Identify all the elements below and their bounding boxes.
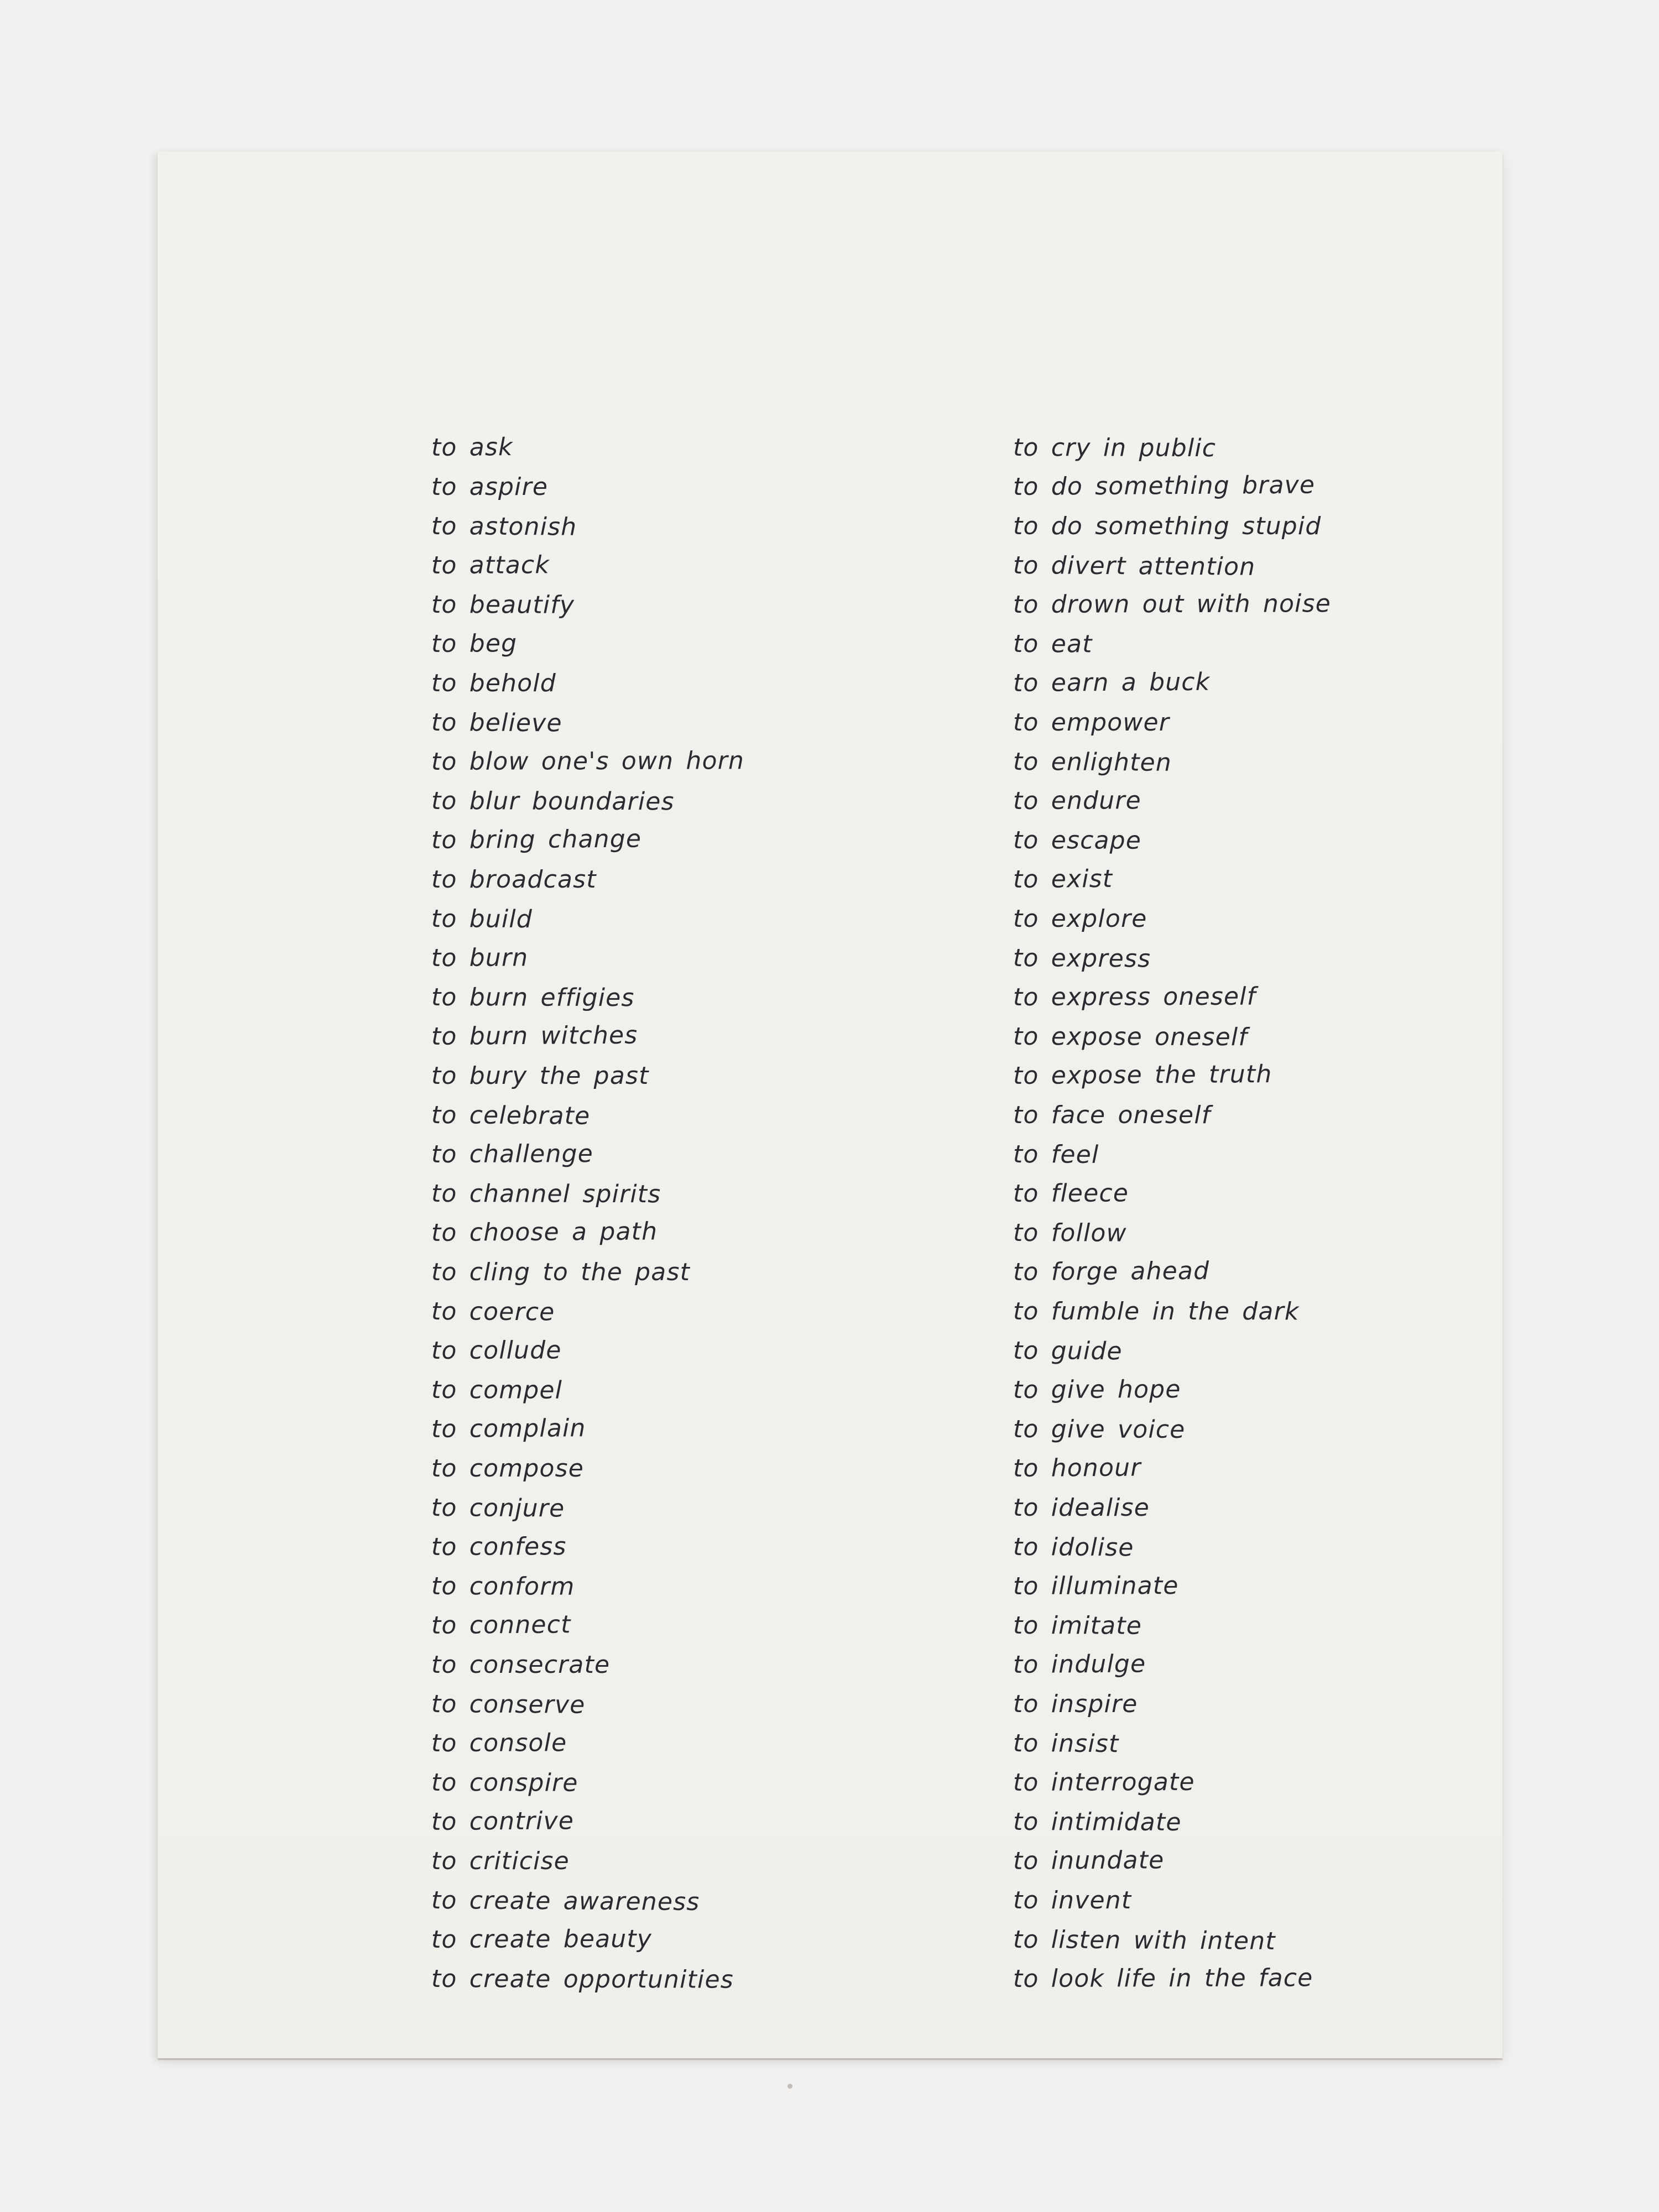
list-item: to channel spirits (431, 1180, 661, 1209)
list-item: to ask (431, 433, 513, 462)
list-item: to compel (431, 1376, 563, 1405)
list-item: to conform (431, 1572, 575, 1601)
list-item: to confess (431, 1532, 567, 1561)
list-item: to do something brave (1013, 471, 1316, 501)
list-item: to inspire (1013, 1690, 1138, 1718)
list-item: to guide (1013, 1337, 1123, 1366)
list-item: to inundate (1013, 1846, 1165, 1875)
list-item: to fleece (1013, 1179, 1129, 1208)
list-item: to blur boundaries (431, 787, 675, 816)
list-item: to fumble in the dark (1013, 1297, 1300, 1326)
list-item: to create opportunities (431, 1965, 734, 1994)
list-item: to imitate (1013, 1611, 1142, 1640)
list-item: to endure (1013, 786, 1141, 815)
list-item: to expose oneself (1013, 1022, 1248, 1052)
list-item: to collude (431, 1336, 562, 1365)
column-right (1013, 428, 1331, 1999)
list-item: to look life in the face (1013, 1964, 1313, 1993)
list-item: to burn (431, 943, 529, 972)
list-item: to conspire (431, 1768, 578, 1797)
list-item: to beautify (431, 591, 575, 619)
list-item: to listen with intent (1013, 1926, 1276, 1955)
list-item: to do something stupid (1013, 512, 1322, 540)
list-item: to illuminate (1013, 1572, 1179, 1600)
list-item: to give voice (1013, 1415, 1186, 1444)
list-item: to escape (1013, 826, 1142, 855)
list-item: to broadcast (431, 865, 597, 894)
list-item: to face oneself (1013, 1101, 1211, 1129)
list-item: to bring change (431, 825, 642, 854)
list-item: to drown out with noise (1013, 589, 1332, 619)
list-item: to criticise (431, 1847, 570, 1875)
list-item: to challenge (431, 1140, 594, 1168)
list-item: to feel (1013, 1140, 1099, 1169)
list-item: to blow one's own horn (431, 747, 745, 776)
list-item: to idolise (1013, 1533, 1134, 1562)
list-item: to conjure (431, 1494, 565, 1523)
list-item: to empower (1013, 708, 1170, 737)
list-item: to contrive (431, 1807, 575, 1836)
list-item: to believe (431, 708, 562, 738)
list-item: to intimidate (1013, 1808, 1182, 1837)
list-item: to divert attention (1013, 551, 1256, 581)
list-item: to choose a path (431, 1217, 658, 1247)
list-item: to complain (431, 1414, 586, 1443)
list-item: to beg (431, 629, 518, 658)
list-item: to consecrate (431, 1651, 611, 1679)
list-item: to enlighten (1013, 748, 1172, 777)
list-item: to explore (1013, 905, 1147, 933)
list-item: to aspire (431, 473, 549, 501)
list-item: to interrogate (1013, 1767, 1195, 1797)
list-item: to exist (1013, 864, 1113, 894)
list-item: to forge ahead (1013, 1256, 1210, 1286)
list-item: to follow (1013, 1219, 1127, 1248)
list-item: to console (431, 1729, 567, 1757)
list-item: to cry in public (1013, 434, 1217, 463)
list-item: to astonish (431, 512, 577, 541)
list-item: to expose the truth (1013, 1060, 1272, 1090)
list-item: to idealise (1013, 1494, 1150, 1522)
list-item: to attack (431, 551, 550, 580)
list-item: to honour (1013, 1453, 1141, 1483)
list-item: to give hope (1013, 1375, 1181, 1404)
list-item: to create awareness (431, 1886, 700, 1917)
list-item: to celebrate (431, 1101, 591, 1130)
list-item: to behold (431, 669, 556, 697)
list-item: to connect (431, 1610, 571, 1640)
list-item: to cling to the past (431, 1258, 691, 1286)
list-item: to bury the past (431, 1062, 649, 1090)
dust-speck (787, 2084, 792, 2089)
list-item: to express (1013, 944, 1151, 973)
list-item: to eat (1013, 630, 1093, 659)
list-item: to create beauty (431, 1924, 653, 1954)
list-item: to coerce (431, 1297, 555, 1327)
column-left (431, 428, 744, 1999)
paper-sheet (158, 152, 1503, 2058)
list-item: to invent (1013, 1886, 1132, 1914)
list-item: to burn effigies (431, 983, 635, 1013)
list-item: to insist (1013, 1729, 1119, 1759)
list-item: to build (431, 905, 533, 934)
list-item: to conserve (431, 1690, 586, 1719)
list-item: to express oneself (1013, 982, 1256, 1011)
list-item: to earn a buck (1013, 667, 1211, 697)
list-item: to compose (431, 1454, 584, 1483)
list-item: to burn witches (431, 1021, 638, 1051)
list-item: to indulge (1013, 1650, 1146, 1679)
